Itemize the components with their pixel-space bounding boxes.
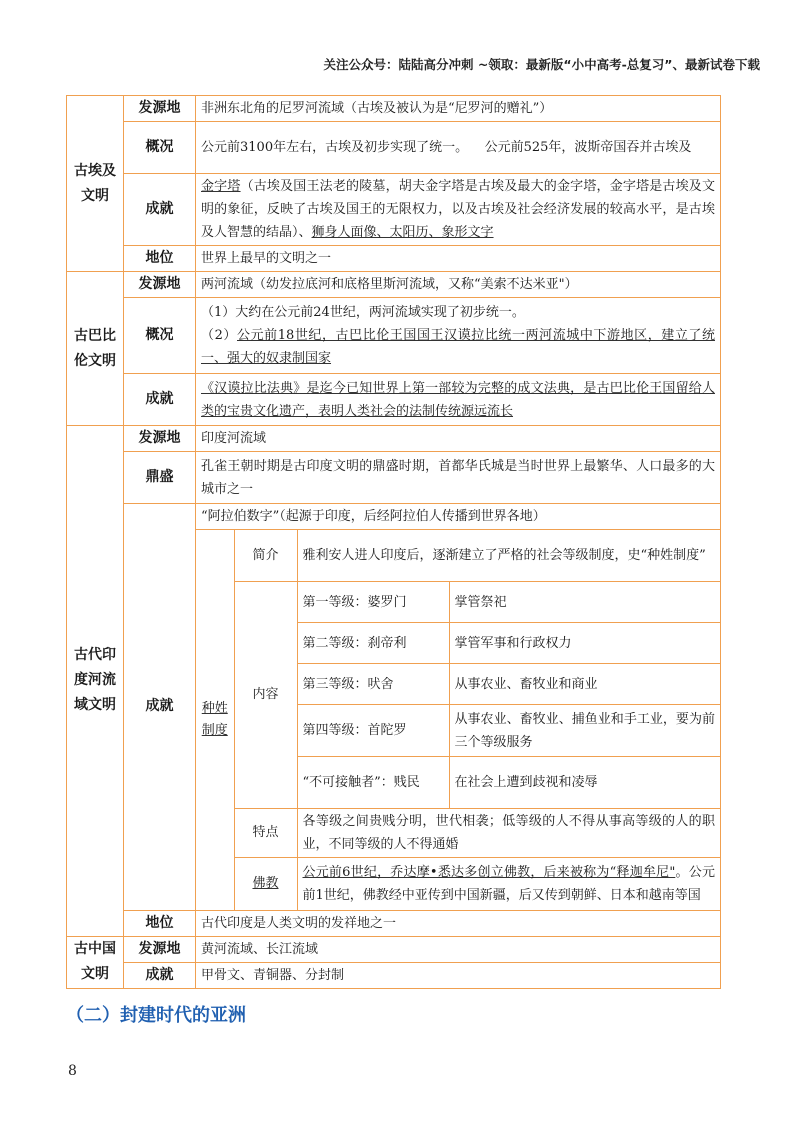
india-origin-row xyxy=(67,426,721,452)
caste-intro: 雅利安人进人印度后，逐渐建立了严格的社会等级制度，史“种姓制度” xyxy=(297,530,720,582)
egypt-status: 世界上最早的文明之一 xyxy=(196,246,721,272)
babylon-overview xyxy=(196,298,721,374)
babylon-origin: 两河流域（幼发拉底河和底格里斯河流域，又称“美索不达米亚"） xyxy=(196,272,721,298)
pyramid-desc: （古埃及国王法老的陵墓，胡夫金字塔是古埃及最大的金字塔，金字塔是古埃及文明的象征，反映了古埃及国王的无限权力，以及古埃及社会经济发展的较高水平，是古埃及人智慧的结晶）、 xyxy=(201,179,715,240)
buddhism-founding: 公元前6世纪，乔达摩•悉达多创立佛教，后来被称为“释迦牟尼" xyxy=(302,864,676,880)
india-peak-row xyxy=(67,452,721,504)
babylon-achievement-label: 成就 xyxy=(124,374,196,426)
caste-intro-label: 简介 xyxy=(234,530,297,582)
buddhism-row xyxy=(196,858,720,910)
caste-intro-row xyxy=(196,530,720,582)
egypt-overview: 公元前3100年左右，古埃及初步实现了统一。 公元前525年，波斯帝国吞并古埃及 xyxy=(196,122,721,174)
egypt-overview-label: 概况 xyxy=(124,122,196,174)
arabic-numerals: “阿拉伯数字”（起源于印度，后经阿拉伯人传播到世界各地） xyxy=(196,504,720,530)
china-origin-row xyxy=(67,936,721,962)
caste-content-label: 内容 xyxy=(234,582,297,809)
caste-level: 第三等级：吠舍 xyxy=(297,664,449,705)
babylon-overview-2: （2）公元前18世纪，古巴比伦王国国王汉谟拉比统一两河流城中下游地区，建立了统一、强大的奴隶制国家 xyxy=(201,328,715,366)
caste-row xyxy=(196,582,720,623)
babylon-name: 古巴比伦文明 xyxy=(67,272,124,426)
babylon-overview-1: （1）大约在公元前24世纪，两河流域实现了初步统一。 xyxy=(201,305,525,320)
egypt-name: 古埃及文明 xyxy=(67,96,124,272)
caste-duty: 在社会上遭到歧视和凌辱 xyxy=(449,757,720,809)
india-status-label: 地位 xyxy=(124,910,196,936)
caste-duty: 掌管祭祀 xyxy=(449,582,720,623)
babylon-achievement-row xyxy=(67,374,721,426)
india-status-row xyxy=(67,910,721,936)
buddhism-label: 佛教 xyxy=(234,858,297,910)
egypt-achievement-label: 成就 xyxy=(124,174,196,246)
india-achievement-table xyxy=(196,504,720,910)
caste-duty: 掌管军事和行政权力 xyxy=(449,623,720,664)
china-achievement-label: 成就 xyxy=(124,962,196,988)
egypt-status-label: 地位 xyxy=(124,246,196,272)
caste-level: “不可接触者”：贱民 xyxy=(297,757,449,809)
caste-system-label: 种姓制度 xyxy=(196,530,234,910)
babylon-origin-label: 发源地 xyxy=(124,272,196,298)
india-peak-label: 鼎盛 xyxy=(124,452,196,504)
page-header: 关注公众号：陆陆高分冲刺 ~领取：最新版“小中高考-总复习”、最新试卷下载 xyxy=(323,57,760,72)
ancient-civilizations-table xyxy=(66,95,721,989)
babylon-origin-row xyxy=(67,272,721,298)
china-achievement-row xyxy=(67,962,721,988)
india-peak: 孔雀王朝时期是古印度文明的鼎盛时期，首都华氏城是当时世界上最繁华、人口最多的大城市之一 xyxy=(196,452,721,504)
buddhism-spread: 。公元前1世纪，佛教经中亚传到中国新疆，后又传到朝鲜、日本和越南等国 xyxy=(302,864,715,903)
egypt-other-achievements: 狮身人面像、太阳历、象形文字 xyxy=(311,225,494,240)
egypt-status-row xyxy=(67,246,721,272)
egypt-overview-row xyxy=(67,122,721,174)
caste-level: 第一等级：婆罗门 xyxy=(297,582,449,623)
caste-duty: 从事农业、畜牧业、捕鱼业和手工业，要为前三个等级服务 xyxy=(449,705,720,757)
egypt-origin: 非洲东北角的尼罗河流域（古埃及被认为是“尼罗河的赠礼”） xyxy=(196,96,721,122)
babylon-unification: 公元前18世纪，古巴比伦王国国王汉谟拉比统一两河流城中下游地区，建立了统一、强大的奴隶制国家 xyxy=(201,328,715,366)
china-achievement: 甲骨文、青铜器、分封制 xyxy=(196,962,721,988)
page-number: 8 xyxy=(68,1063,77,1079)
egypt-achievement xyxy=(196,174,721,246)
caste-level: 第二等级：刹帝利 xyxy=(297,623,449,664)
egypt-origin-label: 发源地 xyxy=(124,96,196,122)
china-origin: 黄河流域、长江流域 xyxy=(196,936,721,962)
india-achievement xyxy=(196,504,721,911)
caste-duty: 从事农业、畜牧业和商业 xyxy=(449,664,720,705)
india-name: 古代印度河流域文明 xyxy=(67,426,124,937)
india-achievement-label: 成就 xyxy=(124,504,196,911)
numerals-row xyxy=(196,504,720,530)
pyramid-text: 金字塔 xyxy=(201,179,241,194)
india-achievement-row xyxy=(67,504,721,911)
india-origin: 印度河流域 xyxy=(196,426,721,452)
egypt-achievement-row xyxy=(67,174,721,246)
section-title: （二）封建时代的亚洲 xyxy=(66,1005,246,1026)
india-origin-label: 发源地 xyxy=(124,426,196,452)
egypt-origin-row xyxy=(67,96,721,122)
buddhism xyxy=(297,858,720,910)
caste-feature-label: 特点 xyxy=(234,809,297,858)
caste-feature-row xyxy=(196,809,720,858)
caste-feature: 各等级之间贵贱分明，世代相袭；低等级的人不得从事高等级的人的职业，不同等级的人不得通婚 xyxy=(297,809,720,858)
india-status: 古代印度是人类文明的发祥地之一 xyxy=(196,910,721,936)
babylon-overview-label: 概况 xyxy=(124,298,196,374)
hammurabi-code: 《汉谟拉比法典》是迄今已知世界上第一部较为完整的成文法典，是古巴比伦王国留给人类的宝贵文化遗产，表明人类社会的法制传统源远流长 xyxy=(201,380,715,419)
china-origin-label: 发源地 xyxy=(124,936,196,962)
china-name: 古中国文明 xyxy=(67,936,124,988)
caste-level: 第四等级：首陀罗 xyxy=(297,705,449,757)
babylon-overview-row xyxy=(67,298,721,374)
babylon-achievement xyxy=(196,374,721,426)
